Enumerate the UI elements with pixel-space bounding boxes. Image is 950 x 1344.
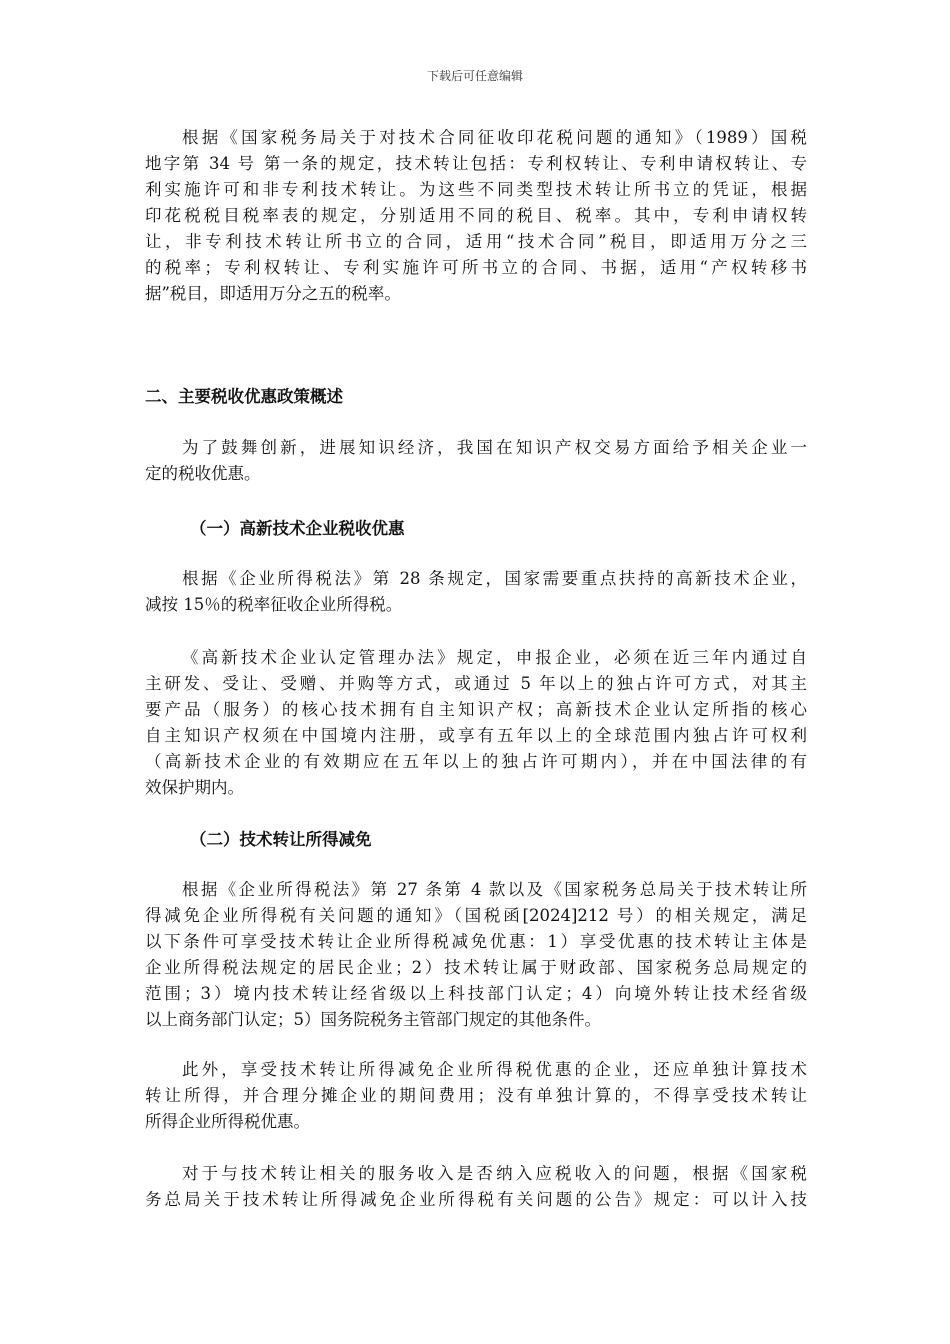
paragraph-line: 对于与技术转让相关的服务收入是否纳入应税收入的问题，根据《国家税 <box>182 1164 807 1183</box>
paragraph-service-income <box>145 1161 807 1213</box>
subsection-heading: （二）技术转让所得减免 <box>190 830 372 849</box>
paragraph-line: 自主知识产权须在中国境内注册，或享有五年以上的全球范围内独占许可权利 <box>145 726 807 745</box>
paragraph-line: 务总局关于技术转让所得减免企业所得税有关问题的公告》规定：可以计入技 <box>145 1190 807 1209</box>
subsection-heading: （一）高新技术企业税收优惠 <box>190 519 405 538</box>
paragraph-line: 范围；3）境内技术转让经省级以上科技部门认定；4）向境外转让技术经省级 <box>145 984 807 1003</box>
section-heading: 二、主要税收优惠政策概述 <box>145 387 343 406</box>
paragraph-line: 效保护期内。 <box>145 778 244 797</box>
paragraph-line: 此外，享受技术转让所得减免企业所得税优惠的企业，还应单独计算技术 <box>182 1060 807 1079</box>
paragraph-line: 减按 15％的税率征收企业所得税。 <box>145 595 403 614</box>
paragraph-line: 以上商务部门认定；5）国务院税务主管部门规定的其他条件。 <box>145 1010 601 1029</box>
page-header: 下载后可任意编辑 <box>426 69 523 83</box>
paragraph-line: 据”税目，即适用万分之五的税率。 <box>145 284 401 303</box>
paragraph-line: 所得企业所得税优惠。 <box>145 1112 310 1131</box>
paragraph-line: 为了鼓舞创新，进展知识经济，我国在知识产权交易方面给予相关企业一 <box>182 438 807 457</box>
paragraph-line: 根据《国家税务局关于对技术合同征收印花税问题的通知》（1989）国税 <box>182 128 807 147</box>
paragraph-separate-accounting <box>145 1057 807 1135</box>
paragraph-line: 要产品（服务）的核心技术拥有自主知识产权；高新技术企业认定所指的核心 <box>145 700 807 719</box>
paragraph-line: 定的税收优惠。 <box>145 464 261 483</box>
paragraph-transfer-conditions <box>145 877 807 1033</box>
paragraph-line: 以下条件可享受技术转让企业所得税减免优惠：1）享受优惠的技术转让主体是 <box>145 932 807 951</box>
paragraph-line: 印花税税目税率表的规定，分别适用不同的税目、税率。其中，专利申请权转 <box>145 206 807 225</box>
paragraph-line: 企业所得税法规定的居民企业；2）技术转让属于财政部、国家税务总局规定的 <box>145 958 807 977</box>
paragraph-intro <box>145 435 807 487</box>
paragraph-line: 转让所得，并合理分摊企业的期间费用；没有单独计算的，不得享受技术转让 <box>145 1086 807 1105</box>
paragraph-corporate-tax <box>145 566 807 618</box>
paragraph-hitech-rules <box>145 645 807 801</box>
paragraph-line: 根据《企业所得税法》第 28 条规定，国家需要重点扶持的高新技术企业， <box>182 569 807 588</box>
paragraph-stamp-duty <box>145 125 807 307</box>
paragraph-line: 根据《企业所得税法》第 27 条第 4 款以及《国家税务总局关于技术转让所 <box>182 880 807 899</box>
paragraph-line: 得减免企业所得税有关问题的通知》（国税函[2024]212 号）的相关规定，满足 <box>145 906 807 925</box>
paragraph-line: （高新技术企业的有效期应在五年以上的独占许可期内），并在中国法律的有 <box>145 752 807 771</box>
paragraph-line: 《高新技术企业认定管理办法》规定，申报企业，必须在近三年内通过自 <box>182 648 807 667</box>
paragraph-line: 主研发、受让、受赠、并购等方式，或通过 5 年以上的独占许可方式，对其主 <box>145 674 807 693</box>
paragraph-line: 的税率；专利权转让、专利实施许可所书立的合同、书据，适用“产权转移书 <box>145 258 807 277</box>
paragraph-line: 让，非专利技术转让所书立的合同，适用“技术合同”税目，即适用万分之三 <box>145 232 807 251</box>
paragraph-line: 利实施许可和非专利技术转让。为这些不同类型技术转让所书立的凭证，根据 <box>145 180 807 199</box>
paragraph-line: 地字第 34 号 第一条的规定，技术转让包括：专利权转让、专利申请权转让、专 <box>145 154 807 173</box>
